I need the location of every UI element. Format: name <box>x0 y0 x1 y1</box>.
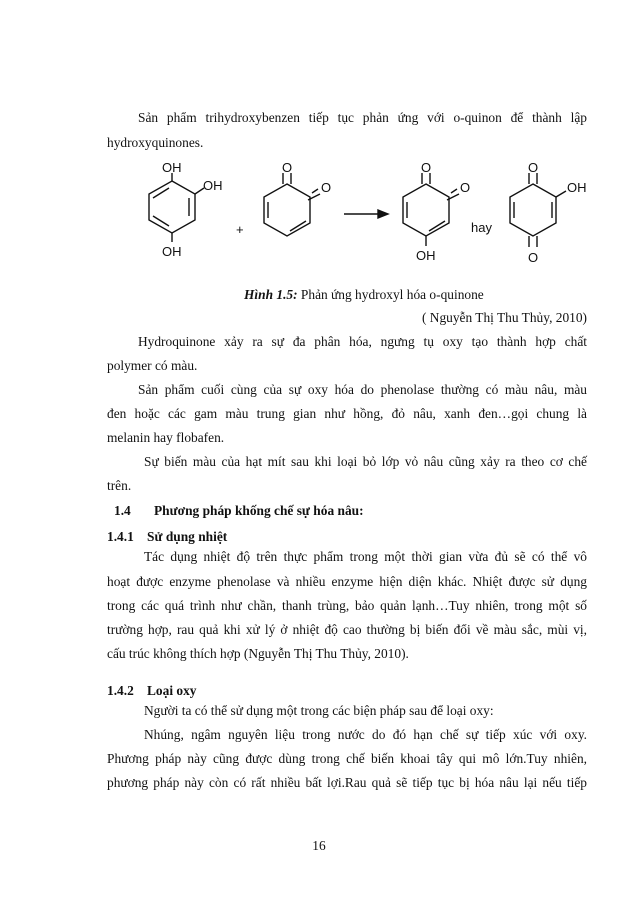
oh-label: OH <box>203 178 223 193</box>
paragraph-line: cấu trúc không thích hợp (Nguyễn Thị Thu Thủy, 2010). <box>107 646 409 661</box>
paragraph-line: Người ta có thể sử dụng một trong các biện pháp sau để loại oxy: <box>144 703 494 718</box>
o-label: O <box>321 180 332 195</box>
oh-label: OH <box>162 244 182 259</box>
paragraph-line: trong các quá trình như chần, thanh trùng, bảo quản lạnh…Tuy nhiên, trong một số <box>107 598 587 613</box>
page-number: 16 <box>312 838 326 853</box>
subsection-heading <box>107 528 587 546</box>
paragraph-line: trên. <box>107 478 132 493</box>
section-title: Loại oxy <box>147 683 197 698</box>
figure-caption <box>244 286 604 304</box>
o-label: O <box>528 250 539 265</box>
oh-label: OH <box>416 248 436 263</box>
paragraph-line: melanin hay flobafen. <box>107 430 225 445</box>
paragraph-line: Tác dụng nhiệt độ trên thực phẩm trong một thời gian vừa đủ sẽ có thể vô <box>144 549 587 564</box>
o-label: O <box>282 160 293 175</box>
paragraph-line: Sản phẩm cuối cùng của sự oxy hóa do phenolase thường có màu nâu, màu <box>138 382 587 397</box>
paragraph-line: Hydroquinone xảy ra sự đa phân hóa, ngưng tụ oxy tạo thành hợp chất <box>138 334 587 349</box>
benzene-ring <box>149 181 195 233</box>
section-title: Phương pháp khống chế sự hóa nâu: <box>154 503 364 518</box>
paragraph-line: trường hợp, rau quả khi xử lý ở nhiệt độ cao thường bị biến đổi về màu sắc, mùi vị, <box>107 622 587 637</box>
plus-sign: + <box>236 222 244 237</box>
o-label: O <box>528 160 539 175</box>
o-quinone-ring <box>264 184 310 236</box>
hydroxy-o-quinone-ring <box>403 184 449 236</box>
caption-label: Hình 1.5: <box>244 287 298 302</box>
subsection-heading <box>107 682 587 700</box>
paragraph-line: đen hoặc các gam màu trung gian như hồng, đỏ nâu, xanh đen…gọi chung là <box>107 406 587 421</box>
reaction-scheme-figure <box>140 160 600 270</box>
paragraph-line: Phương pháp này cũng được dùng trong chế biến khoai tây qui mô lớn.Tuy nhiên, <box>107 751 587 766</box>
paragraph-line: polymer có màu. <box>107 358 198 373</box>
paragraph-line: Sự biến màu của hạt mít sau khi loại bỏ lớp vỏ nâu cũng xảy ra theo cơ chế <box>144 454 587 469</box>
caption-text: Phản ứng hydroxyl hóa o-quinone <box>297 287 484 302</box>
paragraph-line: Sản phẩm trihydroxybenzen tiếp tục phản ứng với o-quinon để thành lập <box>138 110 587 125</box>
paragraph-line: hydroxyquinones. <box>107 135 204 150</box>
paragraph-line: hoạt được enzyme phenolase và nhiều enzyme hiện diện khác. Nhiệt được sử dụng <box>107 574 587 589</box>
section-number: 1.4.2 <box>107 683 134 698</box>
paragraph-line: phương pháp này còn có rất nhiều bất lợi.Rau quả sẽ tiếp tục bị hóa nâu lại nếu tiếp <box>107 775 587 790</box>
oh-label: OH <box>162 160 182 175</box>
hay-label: hay <box>471 220 492 235</box>
paragraph-line: Nhúng, ngâm nguyên liệu trong nước do đó hạn chế sự tiếp xúc với oxy. <box>144 727 587 742</box>
oh-label: OH <box>567 180 587 195</box>
section-number: 1.4 <box>114 503 131 518</box>
section-number: 1.4.1 <box>107 529 134 544</box>
section-heading <box>114 502 594 520</box>
o-label: O <box>421 160 432 175</box>
section-title: Sử dụng nhiệt <box>147 529 228 544</box>
o-label: O <box>460 180 471 195</box>
figure-source: ( Nguyễn Thị Thu Thủy, 2010) <box>421 310 587 325</box>
hydroxy-p-quinone-ring <box>510 184 556 236</box>
